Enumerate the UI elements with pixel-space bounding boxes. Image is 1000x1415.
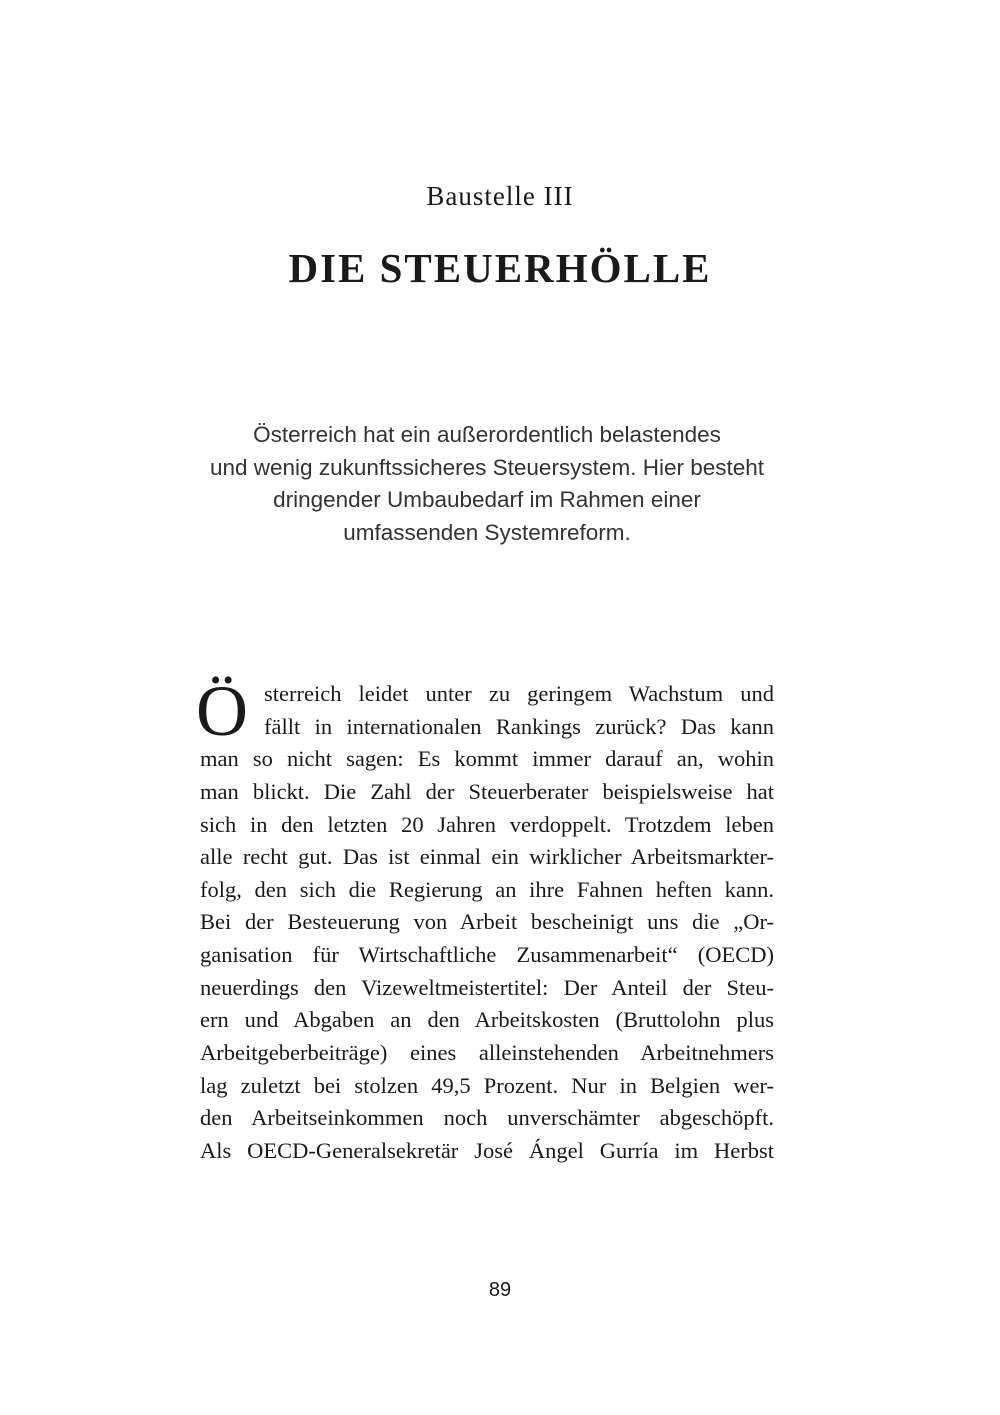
body-line: lag zuletzt bei stolzen 49,5 Prozent. Nur in Belgien wer- — [200, 1072, 774, 1098]
body-line: man so nicht sagen: Es kommt immer darauf an, wohin — [200, 746, 774, 772]
body-line: den Arbeitseinkommen noch unverschämter abgeschöpft. — [200, 1105, 774, 1131]
body-text — [196, 671, 774, 1168]
body-line: folg, den sich die Regierung an ihre Fahnen heften kann. — [200, 876, 774, 902]
body-line: sterreich leidet unter zu geringem Wachstum und — [264, 681, 774, 706]
lead-line: umfassenden Systemreform. — [343, 519, 631, 545]
chapter-kicker: Baustelle III — [426, 181, 574, 211]
body-line: neuerdings den Vizeweltmeistertitel: Der Anteil der Steu- — [200, 974, 774, 1000]
body-line: ganisation für Wirtschaftliche Zusammenarbeit“ (OECD) — [200, 942, 774, 968]
body-line: sich in den letzten 20 Jahren verdoppelt. Trotzdem leben — [200, 811, 774, 837]
chapter-lead — [150, 419, 824, 549]
body-line: Bei der Besteuerung von Arbeit bescheinigt uns die „Or- — [200, 909, 774, 935]
lead-line: und wenig zukunftssicheres Steuersystem. Hier besteht — [209, 454, 765, 480]
chapter-title: DIE STEUERHÖLLE — [288, 245, 712, 291]
page-number: 89 — [488, 1279, 512, 1301]
lead-line: Österreich hat ein außerordentlich belastendes — [253, 422, 721, 447]
body-line: fällt in internationalen Rankings zurück? Das kann — [264, 713, 774, 739]
body-line: Als OECD-Generalsekretär José Ángel Gurría im Herbst — [200, 1137, 774, 1163]
body-line: ern und Abgaben an den Arbeitskosten (Bruttolohn plus — [200, 1007, 774, 1033]
body-line: Arbeitgeberbeiträge) eines alleinstehenden Arbeitnehmers — [200, 1040, 774, 1066]
lead-line: dringender Umbaubedarf im Rahmen einer — [273, 487, 701, 512]
body-line: man blickt. Die Zahl der Steuerberater beispielsweise hat — [200, 778, 774, 804]
body-line: alle recht gut. Das ist einmal ein wirklicher Arbeitsmarkter- — [200, 844, 774, 870]
drop-cap: Ö — [196, 671, 248, 751]
